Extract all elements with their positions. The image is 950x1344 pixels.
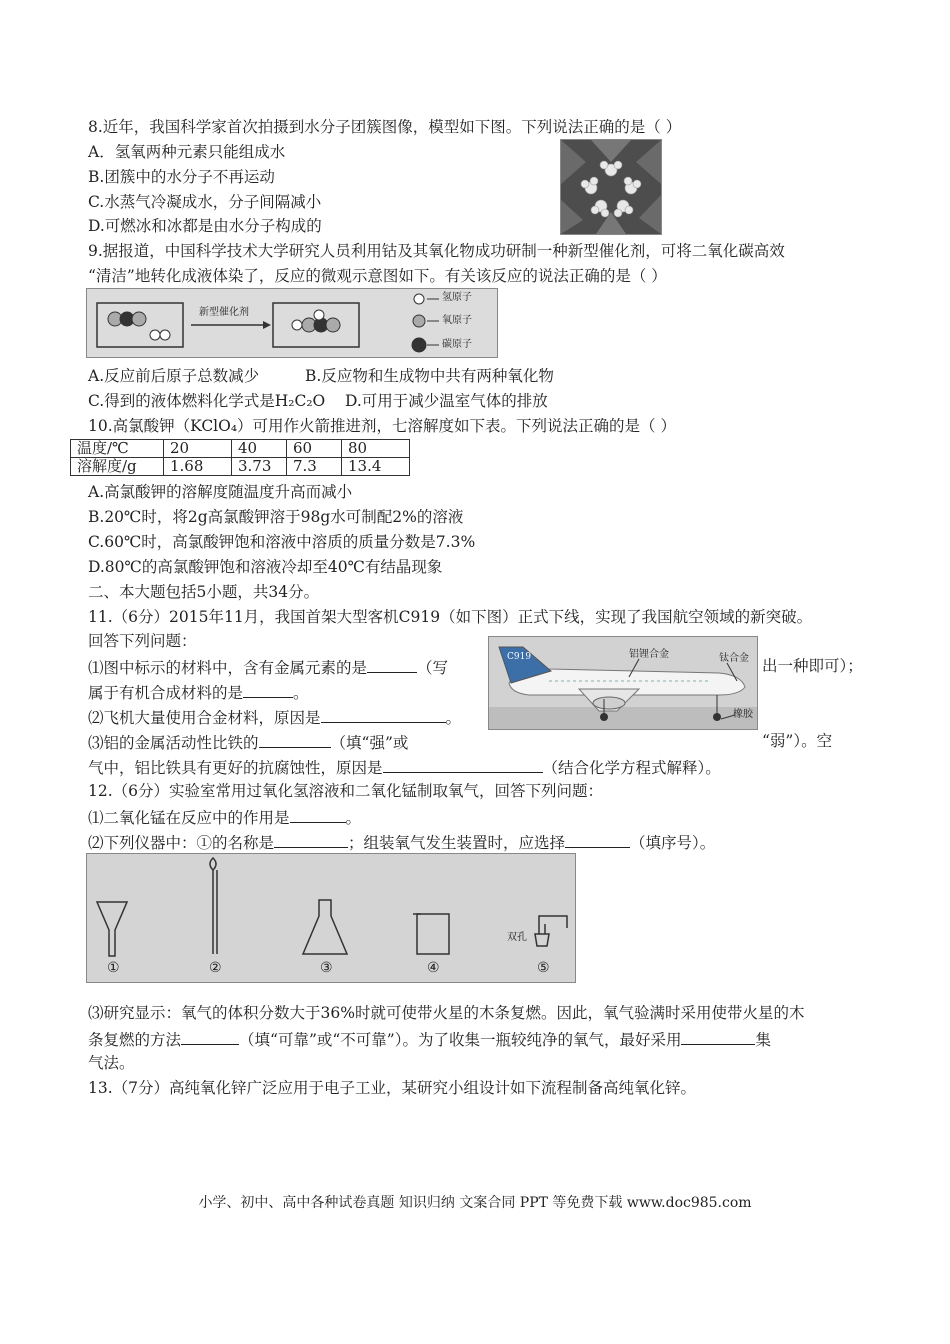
q8-option-c: C.水蒸气冷凝成水，分子间隔减小 <box>88 193 322 211</box>
double-hole-stopper-label: 双孔 <box>507 932 527 943</box>
table-row <box>71 440 410 458</box>
q10-option-a: A.高氯酸钾的溶解度随温度升高而减小 <box>88 483 353 501</box>
lab-apparatus-image <box>86 853 576 983</box>
q10-option-c: C.60℃时，高氯酸钾饱和溶液中溶质的质量分数是7.3% <box>88 533 476 551</box>
q11-part1 <box>88 656 448 678</box>
q12-part3-text-b: （填“可靠”或“不可靠”）。为了收集一瓶较纯净的氧气，最好采用 <box>239 1031 682 1049</box>
table-row <box>71 458 410 476</box>
table-cell: 13.4 <box>342 458 410 476</box>
q12-part3-end: 集 <box>755 1031 771 1049</box>
q9-stem-line-2: “清洁”地转化成液体染了，反应的微观示意图如下。有关该反应的说法正确的是（ ） <box>88 267 667 285</box>
q11-part3-text-b: （填“强”或 <box>330 734 409 752</box>
apparatus-label-4: ④ <box>427 960 440 976</box>
q12-part3-line1: ⑶研究显示：氧气的体积分数大于36%时就可使带火星的木条复燃。因此，氧气验满时采用使带火星的木 <box>88 1004 805 1022</box>
q12-part1 <box>88 806 361 828</box>
q12-part2-text-b: ；组装氧气发生装置时，应选择 <box>348 834 566 852</box>
q11-part2-text: ⑵飞机大量使用合金材料，原因是 <box>88 709 321 727</box>
q8-stem: 8.近年，我国科学家首次拍摄到水分子团簇图像，模型如下图。下列说法正确的是（ ） <box>88 118 682 136</box>
label-rubber: 橡胶 <box>733 709 753 720</box>
table-cell: 7.3 <box>287 458 342 476</box>
catalyst-label: 新型催化剂 <box>199 307 249 318</box>
q8-option-a: A．氢氧两种元素只能组成水 <box>88 143 286 161</box>
answer-blank[interactable] <box>565 831 630 848</box>
answer-blank[interactable] <box>259 731 331 748</box>
legend-carbon: 碳原子 <box>442 339 472 350</box>
q13-stem: 13.（7分）高纯氧化锌广泛应用于电子工业，某研究小组设计如下流程制备高纯氧化锌。 <box>88 1079 697 1097</box>
label-ti-alloy: 钛合金 <box>719 653 749 664</box>
table-cell: 溶解度/g <box>71 458 164 476</box>
table-cell: 温度/℃ <box>71 440 164 458</box>
q10-stem: 10.高氯酸钾（KClO₄）可用作火箭推进剂，七溶解度如下表。下列说法正确的是（ ） <box>88 417 676 435</box>
q10-option-b: B.20℃时，将2g高氯酸钾溶于98g水可制配2%的溶液 <box>88 508 464 526</box>
q9-option-d: D.可用于减少温室气体的排放 <box>345 392 548 410</box>
water-cluster-picture <box>561 140 661 234</box>
q9-option-c: C.得到的液体燃料化学式是H₂C₂O <box>88 392 326 410</box>
q11-part1-text-b: （写 <box>417 659 449 677</box>
q12-part1-end: 。 <box>345 809 362 827</box>
q12-part2-end: （填序号）。 <box>630 834 716 852</box>
answer-blank[interactable] <box>681 1028 755 1045</box>
q11-part3-text-d: 气中，铝比铁具有更好的抗腐蚀性，原因是 <box>88 759 383 777</box>
table-cell: 3.73 <box>232 458 287 476</box>
solubility-table <box>70 439 410 476</box>
label-al-li-alloy: 铝锂合金 <box>629 649 669 660</box>
plane-tail-label: C919 <box>507 652 532 662</box>
q10-option-d: D.80℃的高氯酸钾饱和溶液冷却至40℃有结晶现象 <box>88 558 443 576</box>
answer-blank[interactable] <box>321 706 446 723</box>
reaction-scheme <box>87 289 497 357</box>
section-heading: 二、本大题包括5小题，共34分。 <box>88 583 320 601</box>
q12-stem: 12.（6分）实验室常用过氧化氢溶液和二氧化锰制取氧气，回答下列问题： <box>88 782 604 800</box>
table-cell: 80 <box>342 440 410 458</box>
c919-airplane-image <box>488 636 758 730</box>
answer-blank[interactable] <box>383 756 543 773</box>
q9-stem-line-1: 9.据报道，中国科学技术大学研究人员利用钴及其氧化物成功研制一种新型催化剂，可将二氧化碳高效 <box>88 242 785 260</box>
answer-blank[interactable] <box>367 656 417 673</box>
q11-prompt: 回答下列问题： <box>88 632 197 650</box>
q11-part3-tail: “弱”）。空 <box>762 732 833 750</box>
q12-part2-text: ⑵下列仪器中：①的名称是 <box>88 834 275 852</box>
q11-part3-line2 <box>88 756 721 778</box>
q9-option-a: A.反应前后原子总数减少 <box>88 367 260 385</box>
answer-blank[interactable] <box>181 1028 239 1045</box>
q9-option-b: B.反应物和生成物中共有两种氧化物 <box>305 367 554 385</box>
q11-part2 <box>88 706 461 728</box>
apparatus-label-1: ① <box>107 960 120 976</box>
q12-part1-text: ⑴二氧化锰在反应中的作用是 <box>88 809 290 827</box>
table-cell: 1.68 <box>164 458 232 476</box>
q12-part2 <box>88 831 715 853</box>
q12-part3-line2 <box>88 1028 771 1050</box>
answer-blank[interactable] <box>290 806 346 823</box>
apparatus-label-3: ③ <box>320 960 333 976</box>
q12-part3-text: 条复燃的方法 <box>88 1031 182 1049</box>
q11-part1-text: ⑴图中标示的材料中，含有金属元素的是 <box>88 659 368 677</box>
q8-option-d: D.可燃冰和冰都是由水分子构成的 <box>88 217 322 235</box>
q11-part1-line2 <box>88 681 309 703</box>
reaction-diagram <box>86 288 498 358</box>
table-cell: 20 <box>164 440 232 458</box>
q11-part1-end: 。 <box>293 684 309 702</box>
q11-part1-text-d: 属于有机合成材料的是 <box>88 684 244 702</box>
q8-option-b: B.团簇中的水分子不再运动 <box>88 168 275 186</box>
q11-part3-end: （结合化学方程式解释）。 <box>542 759 721 777</box>
page-footer: 小学、初中、高中各种试卷真题 知识归纳 文案合同 PPT 等免费下载 www.doc985.com <box>198 1195 752 1211</box>
c919-airplane-picture <box>489 637 757 729</box>
q11-part3 <box>88 731 408 753</box>
table-cell: 60 <box>287 440 342 458</box>
q11-stem: 11.（6分）2015年11月，我国首架大型客机C919（如下图）正式下线，实现了我国航空领域的新突破。 <box>88 608 813 626</box>
q11-part3-text: ⑶铝的金属活动性比铁的 <box>88 734 259 752</box>
q11-part2-end: 。 <box>445 709 462 727</box>
legend-oxygen: 氧原子 <box>442 315 472 326</box>
water-cluster-image <box>560 139 662 235</box>
q12-part3-line3: 气法。 <box>88 1054 135 1072</box>
q11-part1-tail: 出一种即可）； <box>762 657 863 675</box>
answer-blank[interactable] <box>274 831 348 848</box>
legend-hydrogen: 氢原子 <box>442 292 472 303</box>
table-cell: 40 <box>232 440 287 458</box>
apparatus-label-5: ⑤ <box>537 960 550 976</box>
apparatus-label-2: ② <box>209 960 222 976</box>
answer-blank[interactable] <box>243 681 293 698</box>
